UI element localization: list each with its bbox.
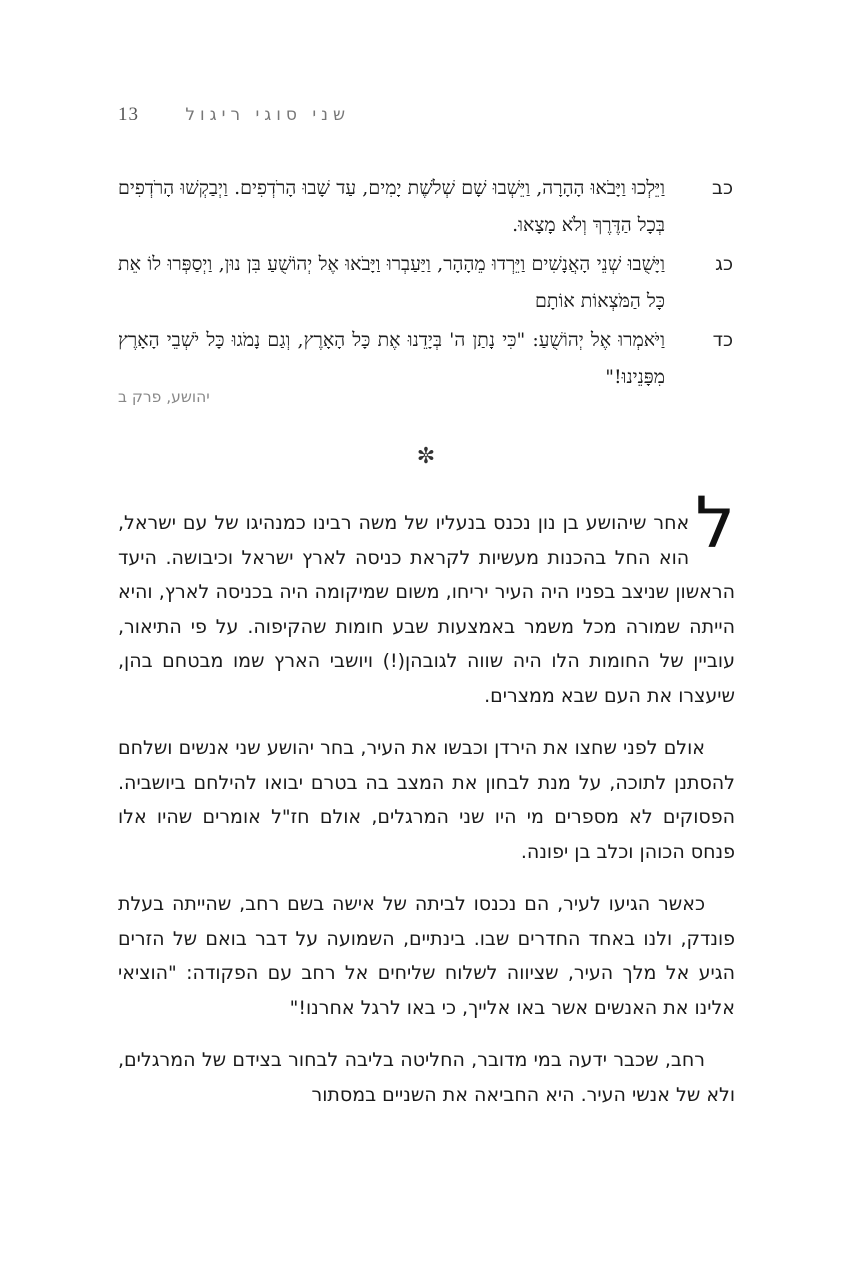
running-head [118, 104, 350, 134]
verse-text: וַיֵּלְכוּ וַיָּבֹאוּ הָהָרָה, וַיֵּשְׁבוּ שָׁם שְׁלֹשֶׁת יָמִים, עַד שָׁבוּ הָרֹדְפִים. וַיְבַקְשׁוּ הָרֹדְפִים בְּכָל הַדֶּרֶךְ וְלֹא מָצָאוּ. [118, 177, 665, 236]
verse-item [118, 322, 733, 396]
verse-number: כג [715, 253, 733, 275]
paragraph-text: רחב, שכבר ידעה במי מדובר, החליטה בליבה לבחור בצידם של המרגלים, ולא של אנשי העיר. היא החביאה את השניים במסתור [118, 1049, 735, 1106]
paragraph-text: כאשר הגיעו לעיר, הם נכנסו לביתה של אישה בשם רחב, שהייתה בעלת פונדק, ולנו באחד החדרים שבו. בינתיים, השמועה על דבר בואם של הזרים הגיע אל מלך העיר, שציווה לשלוח שליחים אל רחב עם הפקודה: "הוציאי אלינו את האנשים אשר באו אלייך, כי באו לרגל אחרנו!" [118, 893, 735, 1019]
paragraph [118, 1043, 735, 1112]
paragraph [118, 482, 735, 713]
verse-item [118, 246, 733, 320]
body-text [118, 482, 735, 1130]
verse-source: יהושע, פרק ב [118, 388, 210, 406]
verse-text: וַיָּשֻׁבוּ שְׁנֵי הָאֲנָשִׁים וַיֵּרְדוּ מֵהָהָר, וַיַּעַבְרוּ וַיָּבֹאוּ אֶל יְהוֹשֻׁעַ בִּן נוּן, וַיְסַפְּרוּ לוֹ אֵת כָּל הַמֹּצְאוֹת אוֹתָם [118, 253, 665, 312]
verse-number: כד [712, 329, 733, 351]
paragraph [118, 731, 735, 869]
verse-number: כב [711, 177, 733, 199]
paragraph-text: אולם לפני שחצו את הירדן וכבשו את העיר, בחר יהושע שני אנשים ושלחם להסתנן לתוכה, על מנת לבחון את המצב בה בטרם יבואו להילחם ביושביה. הפסוקים לא מספרים מי היו שני המרגלים, אולם חז"ל אומרים שהיו אלו פנחס הכוהן וכלב בן יפונה. [118, 737, 735, 863]
drop-cap: ל [695, 482, 735, 564]
paragraph-text: אחר שיהושע בן נון נכנס בנעליו של משה רבינו כמנהיגו של עם ישראל, הוא החל בהכנות מעשיות לקראת כניסה לארץ ישראל וכיבושה. היעד הראשון שניצב בפניו היה העיר יריחו, משום שמיקומה היה בכניסה לארץ, והיא הייתה שמורה מכל משמר באמצעות שבע חומות שהקיפוה. על פי התיאור, עוביין של החומות הלו היה שווה לגובהן(!) ויושבי הארץ שמו מבטחם בהן, שיעצרו את העם שבא ממצרים. [118, 512, 735, 707]
swirl-ornament-icon: ✼ [416, 444, 436, 469]
verse-text: וַיֹּאמְרוּ אֶל יְהוֹשֻׁעַ: "כִּי נָתַן ה' בְּיָדֵנוּ אֶת כָּל הָאָרֶץ, וְגַם נָמֹגוּ כָּל יֹשְׁבֵי הָאָרֶץ מִפָּנֵינוּ!" [118, 329, 665, 388]
page-number: 13 [118, 104, 139, 125]
book-title: שני סוגי ריגול [185, 105, 350, 125]
paragraph [118, 887, 735, 1025]
verse-block [118, 170, 733, 398]
verse-item [118, 170, 733, 244]
